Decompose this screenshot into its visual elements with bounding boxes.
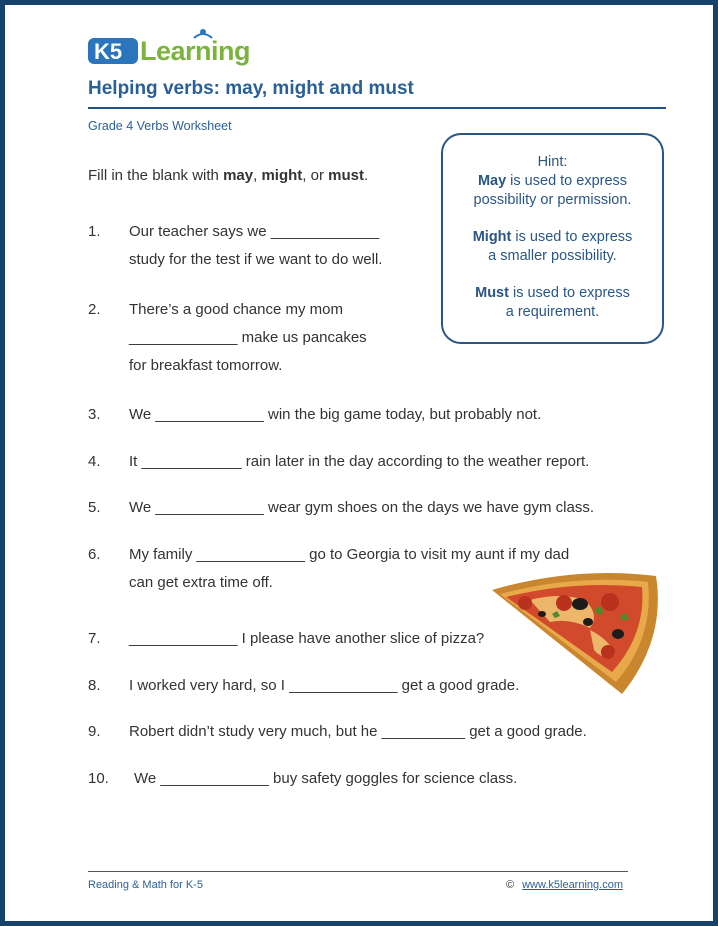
hint-may-text: is used to express xyxy=(506,173,628,189)
question-number: 6. xyxy=(88,546,101,563)
hint-may-line1 xyxy=(443,172,662,191)
question-number: 5. xyxy=(88,499,101,516)
footer-tagline: Reading & Math for K-5 xyxy=(88,879,203,891)
question-number: 3. xyxy=(88,406,101,423)
k5-badge xyxy=(88,38,138,64)
hint-must-word: Must xyxy=(475,285,509,301)
instr-sep1: , xyxy=(253,167,262,184)
question-line: study for the test if we want to do well. xyxy=(129,251,383,268)
hint-might-word: Might xyxy=(472,229,512,245)
instructions xyxy=(88,167,368,184)
question-line: It ____________ rain later in the day according to the weather report. xyxy=(129,453,590,470)
footer-credit xyxy=(506,879,623,891)
instr-pre: Fill in the blank with xyxy=(88,167,224,184)
footer-link[interactable]: www.k5learning.com xyxy=(522,879,623,891)
question-line: We _____________ buy safety goggles for science class. xyxy=(134,770,518,787)
question-number: 1. xyxy=(88,223,101,240)
question-number: 8. xyxy=(88,677,101,694)
instr-must: must xyxy=(328,167,364,184)
question-line: My family _____________ go to Georgia to visit my aunt if my dad xyxy=(129,546,570,563)
hint-might-line1 xyxy=(443,228,662,247)
question-line: We _____________ wear gym shoes on the days we have gym class. xyxy=(129,499,594,516)
worksheet-subtitle: Grade 4 Verbs Worksheet xyxy=(88,119,232,133)
question-number: 2. xyxy=(88,301,101,318)
copyright-symbol: © xyxy=(506,879,515,891)
hint-might-line2: a smaller possibility. xyxy=(488,248,617,264)
question-line: There’s a good chance my mom xyxy=(129,301,343,318)
hint-must-text: is used to express xyxy=(508,285,630,301)
question-line: Our teacher says we _____________ xyxy=(129,223,380,240)
hint-may-line2: possibility or permission. xyxy=(473,192,632,208)
hint-box xyxy=(441,133,664,344)
instr-end: . xyxy=(363,167,369,184)
question-line: can get extra time off. xyxy=(129,574,273,591)
title-divider xyxy=(88,107,666,109)
question-number: 10. xyxy=(88,770,109,787)
question-line: I worked very hard, so I _____________ get a good grade. xyxy=(129,677,520,694)
logo-figure-icon xyxy=(192,28,214,44)
instr-may: may xyxy=(223,167,254,184)
question-line: Robert didn’t study very much, but he __________ get a good grade. xyxy=(129,723,587,740)
question-number: 4. xyxy=(88,453,101,470)
page-title: Helping verbs: may, might and must xyxy=(88,78,414,99)
question-number: 7. xyxy=(88,630,101,647)
logo-wordmark: Learning xyxy=(140,36,251,66)
hint-must-line2: a requirement. xyxy=(505,304,600,320)
pizza-slice-icon xyxy=(490,570,662,698)
hint-heading: Hint: xyxy=(537,154,568,170)
logo-k5-text: K5 xyxy=(94,39,123,64)
question-number: 9. xyxy=(88,723,101,740)
hint-must-line1 xyxy=(443,284,662,303)
hint-might-text: is used to express xyxy=(511,229,633,245)
instr-might: might xyxy=(261,167,303,184)
footer-divider xyxy=(88,871,628,872)
question-line: We _____________ win the big game today, but probably not. xyxy=(129,406,542,423)
question-line: _____________ I please have another slice of pizza? xyxy=(129,630,485,647)
question-line: _____________ make us pancakes xyxy=(129,329,367,346)
instr-sep2: , or xyxy=(302,167,329,184)
hint-may-word: May xyxy=(477,173,507,189)
question-line: for breakfast tomorrow. xyxy=(129,357,283,374)
